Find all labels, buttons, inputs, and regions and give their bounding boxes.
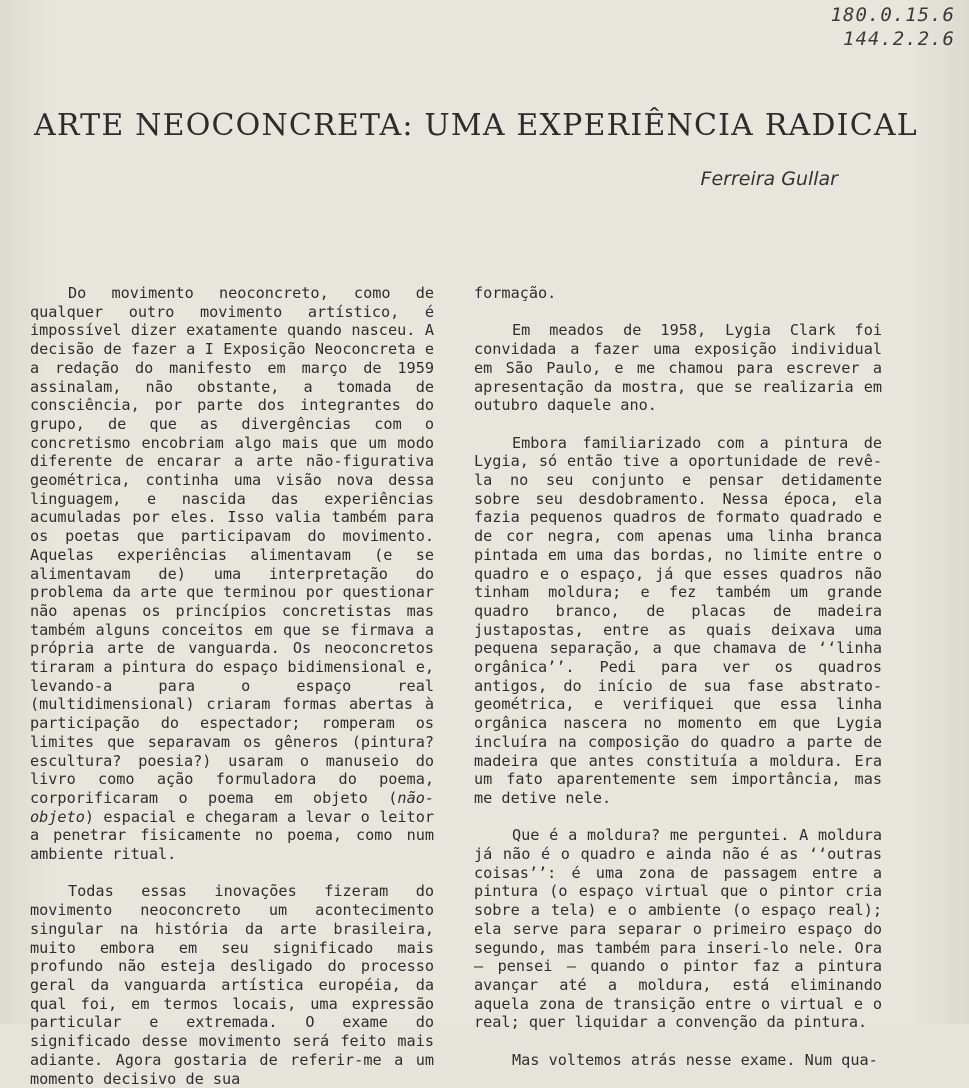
paragraph: Mas voltemos atrás nesse exame. Num qua- (512, 1050, 878, 1069)
right-text-column (474, 284, 882, 1069)
paragraph: Em meados de 1958, Lygia Clark foi convidada a fazer uma exposição individual em São Paulo, e me chamou para escrever a apresentação da mostra, que se realizaria em outubro daquele ano. (474, 321, 882, 415)
italic-term: não-objeto (30, 788, 434, 826)
handwritten-catalog-number-1: 180.0.15.6 (830, 4, 955, 26)
article-author: Ferreira Gullar (700, 168, 838, 190)
paragraph-continuation: formação. (474, 284, 557, 302)
left-text-column (30, 284, 434, 1088)
paragraph: Embora familiarizado com a pintura de Lygia, só então tive a oportunidade de revê-la no seu conjunto e pensar detidamente sobre seu desdobramento. Nessa época, ela fazia pequenos quadros de formato quadrado e de cor negra, com apenas uma linha branca pintada em uma das bordas, no limite entre o quadro e o espaço, já que esses quadros não tinham moldura; e fez também um grande quadro branco, de placas de madeira justapostas, entre as quais deixava uma pequena separação, a que chamava de ‘‘linha orgânica’’. Pedi para ver os quadros antigos, do início de sua fase abstrato-geométrica, e verifiquei que essa linha orgânica nascera no momento em que Lygia incluíra na composição do quadro a parte de madeira que antes constituía a moldura. Era um fato aparentemente sem importância, mas me detive nele. (474, 433, 882, 807)
paragraph-text: ) espacial e chegaram a levar o leitor a penetrar fisicamente no poema, como num ambiente ritual. (30, 807, 434, 864)
article-title: ARTE NEOCONCRETA: UMA EXPERIÊNCIA RADICAL (34, 108, 918, 144)
paragraph-text: Do movimento neoconcreto, como de qualquer outro movimento artístico, é impossível dizer exatamente quando nasceu. A decisão de fazer a I Exposição Neoconcreta e a redação do manifesto em março de 1959 assinalam, não obstante, a tomada de consciência, por parte dos integrantes do grupo, de que as divergências com o concretismo encobriam algo mais que um modo diferente de encarar a arte não-figurativa geométrica, continha uma visão nova dessa linguagem, e nascida das experiências acumuladas por eles. Isso valia também para os poetas que participavam do movimento. Aquelas experiências alimentavam (e se alimentavam de) uma interpretação do problema da arte que terminou por questionar não apenas os princípios concretistas mas também alguns conceitos em que se firmava a própria arte de vanguarda. Os neoconcretos tiraram a pintura do espaço bidimensional e, levando-a para o espaço real (multidimensional) criaram formas abertas à participação do espectador; romperam os limites que separavam os gêneros (pintura? escultura? poesia?) usaram o manuseio do livro como ação formuladora do poema, corporificaram o poema em objeto ( (30, 284, 434, 807)
paragraph: Todas essas inovações fizeram do movimento neoconcreto um acontecimento singular na história da arte brasileira, muito embora em seu significado mais profundo não esteja desligado do processo geral da vanguarda artística européia, da qual foi, em termos locais, uma expressão particular e extremada. O exame do significado desse movimento será feito mais adiante. Agora gostaria de referir-me a um momento decisivo de sua (30, 882, 434, 1088)
paragraph (30, 284, 434, 864)
paragraph: Que é a moldura? me perguntei. A moldura já não é o quadro e ainda não é as ‘‘outras coisas’’: é uma zona de passagem entre a pintura (o espaço virtual que o pintor cria sobre a tela) e o ambiente (o espaço real); ela serve para separar o primeiro espaço do segundo, mas também para inseri-lo nele. Ora — pensei — quando o pintor faz a pintura avançar até a moldura, está eliminando aquela zona de transição entre o virtual e o real; quer liquidar a convenção da pintura. (474, 826, 882, 1032)
handwritten-catalog-number-2: 144.2.2.6 (843, 28, 955, 50)
